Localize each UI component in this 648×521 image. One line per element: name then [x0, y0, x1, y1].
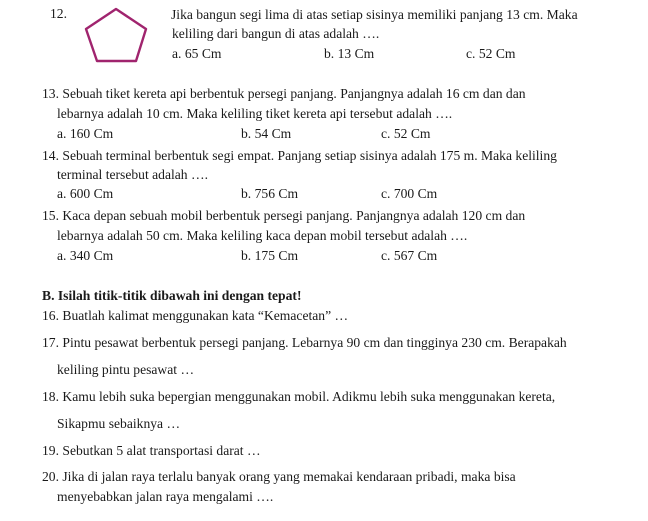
- question-18-text-line1: 18. Kamu lebih suka bepergian menggunakan mobil. Adikmu lebih suka menggunakan kereta,: [42, 389, 556, 404]
- question-16-text: 16. Buatlah kalimat menggunakan kata “Kemacetan” …: [42, 308, 349, 323]
- question-12-option-c: c. 52 Cm: [466, 46, 516, 61]
- question-14-option-b: b. 756 Cm: [241, 186, 299, 201]
- question-13-text-line1: 13. Sebuah tiket kereta api berbentuk persegi panjang. Panjangnya adalah 16 cm dan dan: [42, 86, 526, 101]
- question-20-text-line2: menyebabkan jalan raya mengalami ….: [57, 489, 274, 504]
- question-19-text: 19. Sebutkan 5 alat transportasi darat …: [42, 443, 261, 458]
- question-20-text-line1: 20. Jika di jalan raya terlalu banyak orang yang memakai kendaraan pribadi, maka bisa: [42, 469, 516, 484]
- question-14-text-line1: 14. Sebuah terminal berbentuk segi empat. Panjang setiap sisinya adalah 175 m. Maka keliling: [42, 148, 557, 163]
- question-17-text-line1: 17. Pintu pesawat berbentuk persegi panjang. Lebarnya 90 cm dan tingginya 230 cm. Berapakah: [42, 335, 567, 350]
- question-18-text-line2: Sikapmu sebaiknya …: [57, 416, 181, 431]
- question-15-option-c: c. 567 Cm: [381, 248, 438, 263]
- question-12-option-b: b. 13 Cm: [324, 46, 375, 61]
- question-12-number: 12.: [50, 6, 67, 21]
- question-12-text-line1: Jika bangun segi lima di atas setiap sisinya memiliki panjang 13 cm. Maka: [171, 7, 578, 22]
- question-15-text-line2: lebarnya adalah 50 cm. Maka keliling kaca depan mobil tersebut adalah ….: [57, 228, 468, 243]
- question-13-text-line2: lebarnya adalah 10 cm. Maka keliling tiket kereta api tersebut adalah ….: [57, 106, 453, 121]
- question-15-option-a: a. 340 Cm: [57, 248, 114, 263]
- question-14-option-a: a. 600 Cm: [57, 186, 114, 201]
- question-15-option-b: b. 175 Cm: [241, 248, 299, 263]
- section-b-heading: B. Isilah titik-titik dibawah ini dengan tepat!: [42, 288, 302, 303]
- question-15-text-line1: 15. Kaca depan sebuah mobil berbentuk persegi panjang. Panjangnya adalah 120 cm dan: [42, 208, 526, 223]
- question-14-option-c: c. 700 Cm: [381, 186, 438, 201]
- question-12-text-line2: keliling dari bangun di atas adalah ….: [172, 26, 380, 41]
- pentagon-icon: [83, 6, 149, 64]
- question-13-option-a: a. 160 Cm: [57, 126, 114, 141]
- question-17-text-line2: keliling pintu pesawat …: [57, 362, 195, 377]
- question-14-text-line2: terminal tersebut adalah ….: [57, 167, 208, 182]
- question-12-option-a: a. 65 Cm: [172, 46, 222, 61]
- question-13-option-c: c. 52 Cm: [381, 126, 431, 141]
- question-13-option-b: b. 54 Cm: [241, 126, 292, 141]
